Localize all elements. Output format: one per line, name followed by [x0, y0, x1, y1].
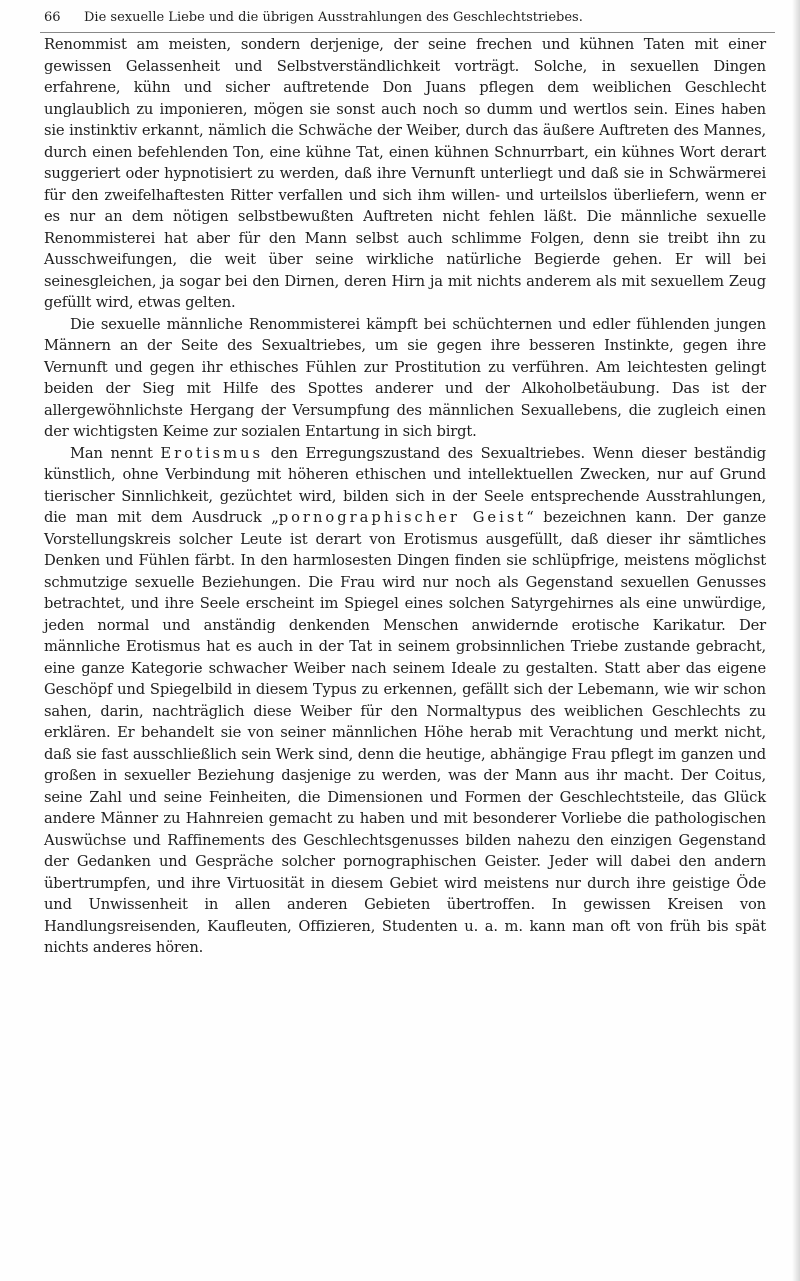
- page-number: 66: [44, 10, 61, 25]
- paragraph: [44, 314, 766, 443]
- paragraph-text: “ bezeichnen kann. Der ganze Vorstellungskreis solcher Leute ist derart von Erotismus ausgefüllt, daß dieser ihr sämtliches Denken und Fühlen färbt. In den harmlosesten Dingen finden sie schlüpfrige, meistens möglichst schmutzige sexuelle Beziehungen. Die Frau wird nur noch als Gegenstand sexuellen Genusses betrachtet, und ihre Seele erscheint im Spiegel eines solchen Satyrgehirnes als eine unwürdige, jeden normal und anständig denkenden Menschen anwidernde erotische Karikatur. Der männliche Erotismus hat es auch in der Tat in seinem grobsinnlichen Triebe zustande gebracht, eine ganze Kategorie schwacher Weiber nach seinem Ideale zu gestalten. Statt aber das eigene Geschöpf und Spiegelbild in diesem Typus zu erkennen, gefällt sich der Lebemann, wie wir schon sahen, darin, nachträglich diese Weiber für den Normaltypus des weiblichen Geschlechts zu erklären. Er behandelt sie von seiner männlichen Höhe herab mit Verachtung und merkt nicht, daß sie fast ausschließlich sein Werk sind, denn die heutige, abhängige Frau pflegt im ganzen und großen in sexueller Beziehung dasjenige zu werden, was der Mann aus ihr macht. Der Coitus, seine Zahl und seine Feinheiten, die Dimensionen und Formen der Geschlechtsteile, das Glück andere Männer zu Hahnreien gemacht zu haben und mit besonderer Vorliebe die pathologischen Auswüchse und Raffinements des Geschlechtsgenusses bilden nahezu den einzigen Gegenstand der Gedanken und Gespräche solcher pornographischen Geister. Jeder will dabei den andern übertrumpfen, und ihre Virtuosität in diesem Gebiet wird meistens nur durch ihre geistige Öde und Unwissenheit in allen anderen Gebieten übertroffen. In gewissen Kreisen von Handlungsreisenden, Kaufleuten, Offizieren, Studenten u. a. m. kann man oft von früh bis spät nichts anderes hören.: [44, 509, 766, 956]
- emphasized-term: Erotismus: [160, 444, 264, 462]
- paragraph: [44, 34, 766, 314]
- body-text: [44, 34, 766, 959]
- paragraph-text: Man nennt: [70, 444, 161, 462]
- paragraph-text: Renommist am meisten, sondern derjenige, der seine frechen und kühnen Taten mit einer gewissen Gelassenheit und Selbstverständlichkeit vorträgt. Solche, in sexuellen Dingen erfahrene, kühn und sicher auftretende Don Juans pflegen dem weiblichen Geschlecht unglaublich zu imponieren, mögen sie sonst auch noch so dumm und wertlos sein. Eines haben sie instinktiv erkannt, nämlich die Schwäche der Weiber, durch das äußere Auftreten des Mannes, durch einen befehlenden Ton, eine kühne Tat, einen kühnen Schnurrbart, ein kühnes Wort derart suggeriert oder hypnotisiert zu werden, daß ihre Vernunft unterliegt und daß sie in Schwärmerei für den zweifelhaftesten Ritter verfallen und sich ihm willen- und urteilslos überliefern, wenn er es nur an dem nötigen selbstbewußten Auftreten nicht fehlen läßt. Die männliche sexuelle Renommisterei hat aber für den Mann selbst auch schlimme Folgen, denn sie treibt ihn zu Ausschweifungen, die weit über seine wirkliche natürliche Begierde gehen. Er will bei seinesgleichen, ja sogar bei den Dirnen, deren Hirn ja mit nichts anderem als mit sexuellem Zeug gefüllt wird, etwas gelten.: [44, 36, 766, 311]
- page-header: [40, 4, 775, 33]
- emphasized-term: pornographischer Geist: [278, 509, 527, 526]
- page-edge-shadow: [792, 0, 800, 1281]
- paragraph-text: den Erregungszustand des Sexualtriebes. Wenn dieser beständig künstlich, ohne Verbindung mit höheren ethischen und intellektuellen Zwecken, nur auf Grund tierischer Sinnlichkeit, gezüchtet wird, bilden sich in der Seele entsprechende Ausstrahlungen, die man mit dem Ausdruck „: [44, 444, 766, 526]
- paragraph: [44, 443, 766, 959]
- running-head: Die sexuelle Liebe und die übrigen Ausstrahlungen des Geschlechtstriebes.: [84, 10, 583, 25]
- paragraph-text: Die sexuelle männliche Renommisterei kämpft bei schüchternen und edler fühlenden jungen Männern an der Seite des Sexualtriebes, um sie gegen ihre besseren Instinkte, gegen ihre Vernunft und gegen ihr ethisches Fühlen zur Prostitution zu verführen. Am leichtesten gelingt beiden der Sieg mit Hilfe des Spottes anderer und der Alkoholbetäubung. Das ist der allergewöhnlichste Hergang der Versumpfung des männlichen Sexuallebens, die zugleich einen der wichtigsten Keime zur sozialen Entartung in sich birgt.: [44, 315, 766, 440]
